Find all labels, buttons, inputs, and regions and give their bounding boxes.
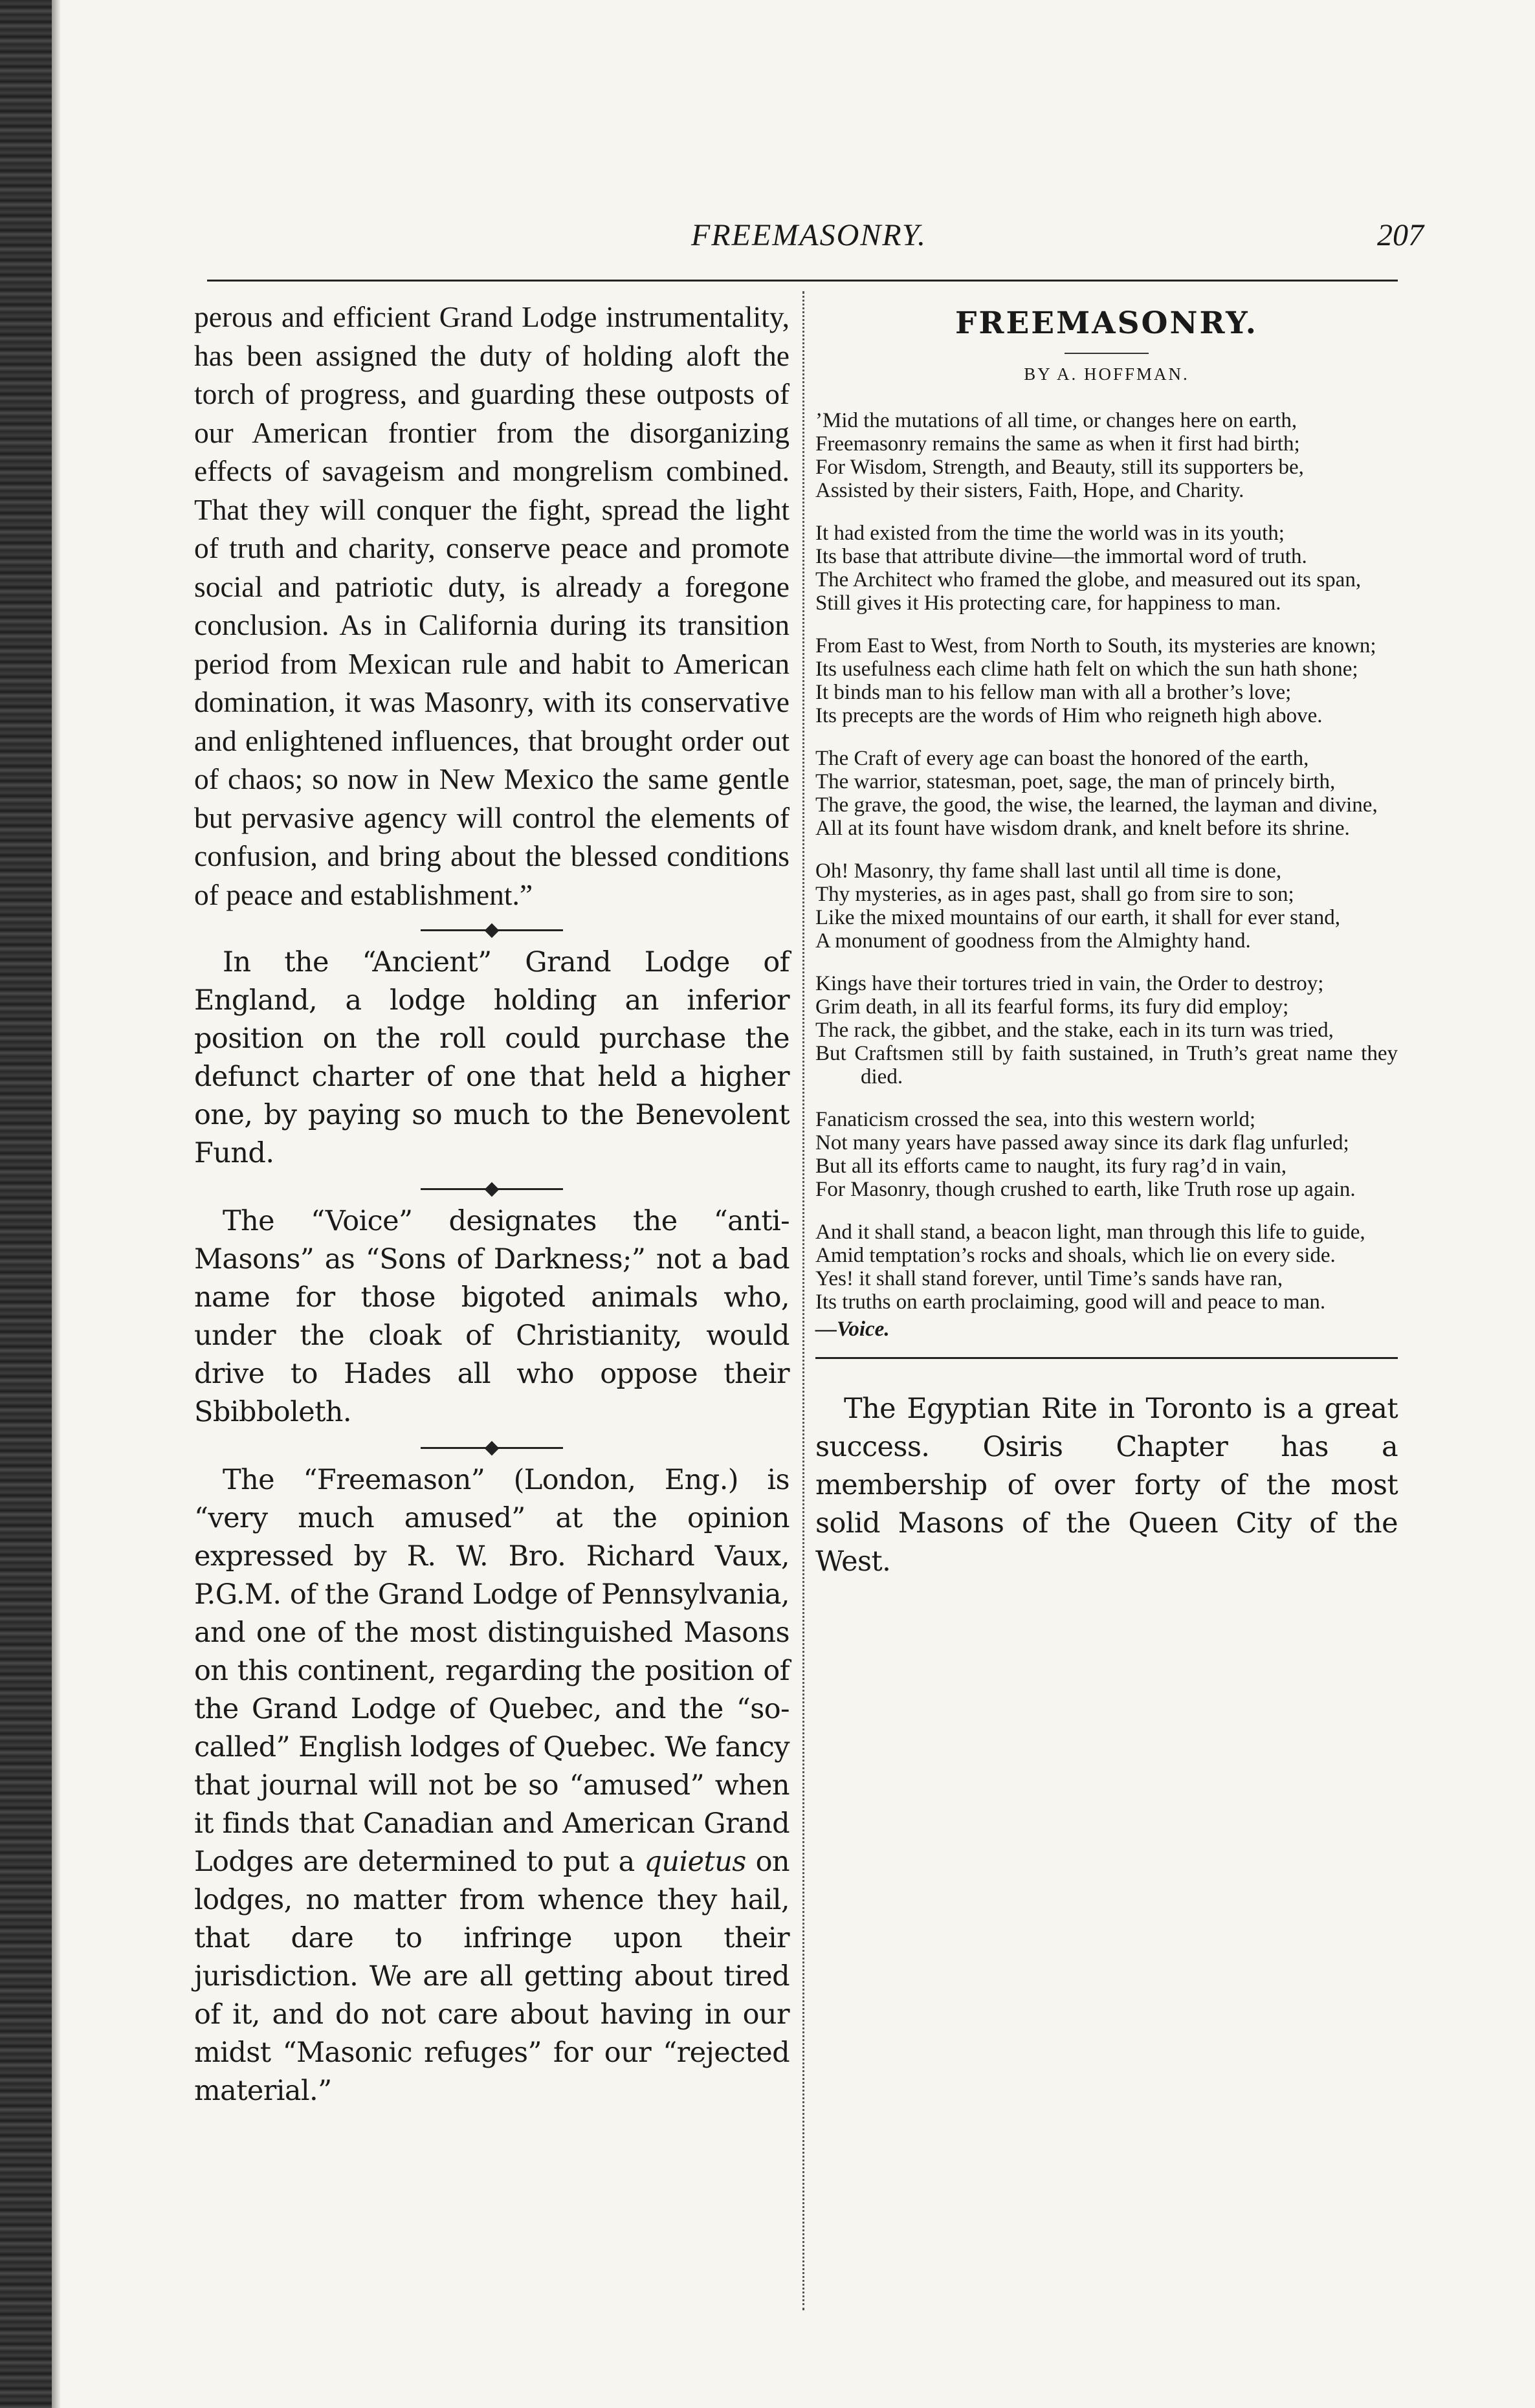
poem-line: Not many years have passed away since its dark flag unfurled; — [815, 1131, 1349, 1154]
poem-byline: BY A. HOFFMAN. — [1024, 364, 1189, 384]
poem-line: Fanaticism crossed the sea, into this western world; — [815, 1108, 1256, 1131]
poem-line: Yes! it shall stand forever, until Time’s sands have ran, — [815, 1267, 1283, 1290]
poem-line: Still gives it His protecting care, for happiness to man. — [815, 591, 1281, 615]
poem-stanza — [815, 1108, 1398, 1201]
column-separator — [802, 291, 804, 2310]
poem-line: The Craft of every age can boast the honored of the earth, — [815, 747, 1309, 770]
para-text-before: The “Freemason” (London, Eng.) is “very much amused” at the opinion expressed by R. W. Bro. Richard Vaux, P.G.M. of the Grand Lodge of Pennsylvania, and one of the most distinguished Masons on this continent, regarding the position of the Grand Lodge of Quebec, and the “so-called” English lodges of Quebec. We fancy that journal will not be so “amused” when it finds that Canadian and American Grand Lodges are determined to put a — [194, 1464, 790, 1878]
section-divider — [194, 1435, 790, 1459]
poem-stanza — [815, 1221, 1398, 1314]
poem-line: It binds man to his fellow man with all a brother’s love; — [815, 681, 1292, 704]
egyptian-rite-paragraph: The Egyptian Rite in Toronto is a great success. Osiris Chapter has a membership of over forty of the most solid Masons of the Queen City of the West. — [815, 1393, 1398, 1578]
poem-line: Freemasonry remains the same as when it first had birth; — [815, 432, 1300, 456]
left-column — [194, 298, 790, 2110]
poem-line: Its base that attribute divine—the immortal word of truth. — [815, 545, 1307, 568]
section-divider — [194, 918, 790, 941]
poem-stanza — [815, 409, 1398, 502]
italic-term: quietus — [644, 1846, 746, 1878]
poem-line: A monument of goodness from the Almighty hand. — [815, 929, 1251, 953]
poem-line: The rack, the gibbet, and the stake, each in its turn was tried, — [815, 1019, 1334, 1042]
poem-stanza — [815, 634, 1398, 727]
page-number: 207 — [1377, 218, 1424, 252]
poem-line: For Wisdom, Strength, and Beauty, still its supporters be, — [815, 456, 1304, 479]
poem-line: All at its fount have wisdom drank, and knelt before its shrine. — [815, 817, 1350, 840]
poem-stanza — [815, 859, 1398, 953]
poem-line: Thy mysteries, as in ages past, shall go from sire to son; — [815, 883, 1294, 906]
running-head-title: FREEMASONRY. — [690, 218, 927, 252]
continued-paragraph: perous and efficient Grand Lodge instrumentality, has been assigned the duty of holding aloft the torch of progress, and guarding these outposts of our American frontier from the disorganizing effects of savageism and mongrelism combined. That they will conquer the fight, spread the light of truth and charity, conserve peace and promote social and patriotic duty, is already a foregone conclusion. As in California during its transition period from Mexican rule and habit to American domination, it was Masonry, with its conservative and enlightened influences, that brought order out of chaos; so now in New Mexico the same gentle but pervasive agency will control the elements of confusion, and bring about the blessed conditions of peace and establishment.” — [194, 300, 790, 911]
poem-line: Grim death, in all its fearful forms, its fury did employ; — [815, 995, 1289, 1019]
poem-line: Its usefulness each clime hath felt on which the sun hath shone; — [815, 657, 1358, 681]
running-head — [194, 217, 1424, 263]
poem-line: And it shall stand, a beacon light, man through this life to guide, — [815, 1221, 1365, 1244]
voice-paragraph: The “Voice” designates the “anti-Masons” as “Sons of Darkness;” not a bad name for those bigoted animals who, under the cloak of Christianity, would drive to Hades all who oppose their Sbibboleth. — [194, 1205, 790, 1428]
poem-line: Amid temptation’s rocks and shoals, which lie on every side. — [815, 1244, 1336, 1267]
poem-stanza — [815, 522, 1398, 615]
poem-line: ’Mid the mutations of all time, or changes here on earth, — [815, 409, 1298, 432]
poem-line: It had existed from the time the world was in its youth; — [815, 522, 1285, 545]
para-text-after: on lodges, no matter from whence they hail, that dare to infringe upon their jurisdiction. We are all getting about tired of it, and do not care about having in our midst “Masonic refuges” for our “rejected material.” — [194, 1846, 790, 2107]
poem-end-rule — [815, 1357, 1398, 1359]
book-binding-edge — [0, 0, 52, 2408]
poem-line: Its truths on earth proclaiming, good will and peace to man. — [815, 1290, 1326, 1314]
poem-line: The warrior, statesman, poet, sage, the man of princely birth, — [815, 770, 1336, 793]
poem-line: But all its efforts came to naught, its fury rag’d in vain, — [815, 1154, 1287, 1178]
poem-line: From East to West, from North to South, its mysteries are known; — [815, 634, 1376, 657]
binding-shadow — [52, 0, 61, 2408]
freemason-london-paragraph — [194, 1461, 790, 2110]
poem-line: Oh! Masonry, thy fame shall last until all time is done, — [815, 859, 1282, 883]
poem-line: The grave, the good, the wise, the learned, the layman and divine, — [815, 793, 1378, 817]
right-column — [815, 298, 1398, 1581]
poem-line: Assisted by their sisters, Faith, Hope, and Charity. — [815, 479, 1244, 502]
poem-credit: —Voice. — [815, 1318, 890, 1341]
poem-stanza — [815, 747, 1398, 840]
poem-line: For Masonry, though crushed to earth, like Truth rose up again. — [815, 1178, 1356, 1201]
poem-line: Like the mixed mountains of our earth, it shall for ever stand, — [815, 906, 1341, 929]
poem-line: The Architect who framed the globe, and measured out its span, — [815, 568, 1362, 591]
title-rule — [1065, 353, 1149, 354]
poem-stanza — [815, 972, 1398, 1088]
header-rule — [207, 280, 1398, 282]
poem-line: Its precepts are the words of Him who reigneth high above. — [815, 704, 1323, 727]
poem-title: FREEMASONRY. — [955, 305, 1258, 341]
poem-line: But Craftsmen still by faith sustained, in Truth’s great name they died. — [815, 1042, 1398, 1088]
poem-line: Kings have their tortures tried in vain, the Order to destroy; — [815, 972, 1324, 995]
ancient-lodge-paragraph: In the “Ancient” Grand Lodge of England, a lodge holding an inferior position on the roll could purchase the defunct charter of one that held a higher one, by paying so much to the Benevolent Fund. — [194, 946, 790, 1169]
section-divider — [194, 1176, 790, 1200]
